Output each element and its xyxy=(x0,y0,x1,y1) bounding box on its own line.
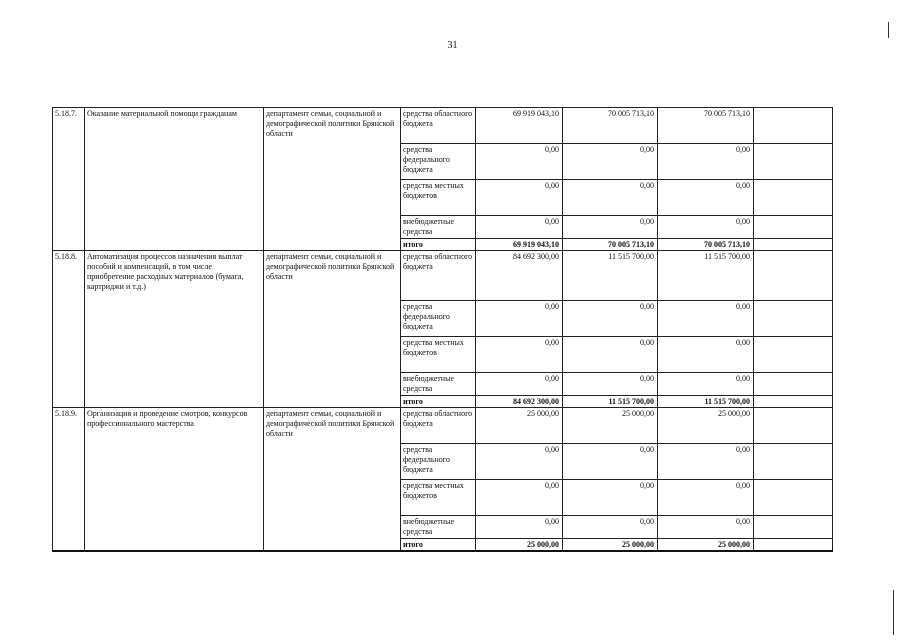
total-amount-cell: 84 692 300,00 xyxy=(476,396,563,408)
total-amount-cell: 25 000,00 xyxy=(476,539,563,552)
amount-cell: 69 919 043,10 xyxy=(476,108,563,144)
amount-cell: 25 000,00 xyxy=(476,408,563,444)
total-label-cell: итого xyxy=(401,396,476,408)
executor-cell: департамент семьи, социальной и демографической политики Брянской области xyxy=(264,108,401,251)
amount-cell: 0,00 xyxy=(563,480,658,516)
amount-cell: 0,00 xyxy=(476,373,563,396)
item-name-cell: Автоматизация процессов назначения выплат пособий и компенсаций, в том числе приобретение расходных материалов (бумага, картриджи и т.д.) xyxy=(85,251,264,408)
amount-cell: 25 000,00 xyxy=(563,408,658,444)
amount-cell: 0,00 xyxy=(563,216,658,239)
amount-cell: 0,00 xyxy=(658,216,754,239)
amount-cell: 0,00 xyxy=(563,337,658,373)
total-amount-cell: 25 000,00 xyxy=(658,539,754,552)
funding-source-cell: внебюджетные средства xyxy=(401,216,476,239)
amount-cell: 70 005 713,10 xyxy=(563,108,658,144)
total-amount-cell: 70 005 713,10 xyxy=(563,239,658,251)
scan-edge-mark-bottom xyxy=(893,590,894,635)
table-row xyxy=(53,251,833,301)
funding-source-cell: средства областного бюджета xyxy=(401,251,476,301)
scan-edge-mark-top xyxy=(888,22,889,38)
amount-cell: 84 692 300,00 xyxy=(476,251,563,301)
funding-source-cell: средства областного бюджета xyxy=(401,408,476,444)
empty-cell xyxy=(754,144,833,180)
empty-cell xyxy=(754,216,833,239)
funding-source-cell: средства федерального бюджета xyxy=(401,144,476,180)
item-name-cell: Организация и проведение смотров, конкурсов профессионального мастерства xyxy=(85,408,264,552)
amount-cell: 0,00 xyxy=(563,373,658,396)
item-code-cell: 5.18.8. xyxy=(53,251,85,408)
funding-source-cell: средства местных бюджетов xyxy=(401,337,476,373)
amount-cell: 0,00 xyxy=(658,373,754,396)
funding-source-cell: средства местных бюджетов xyxy=(401,480,476,516)
item-code-cell: 5.18.7. xyxy=(53,108,85,251)
amount-cell: 0,00 xyxy=(658,180,754,216)
total-amount-cell: 69 919 043,10 xyxy=(476,239,563,251)
amount-cell: 0,00 xyxy=(658,444,754,480)
amount-cell: 0,00 xyxy=(476,180,563,216)
empty-cell xyxy=(754,337,833,373)
table-row xyxy=(53,108,833,144)
amount-cell: 0,00 xyxy=(658,301,754,337)
empty-cell xyxy=(754,408,833,444)
empty-cell xyxy=(754,108,833,144)
executor-cell: департамент семьи, социальной и демографической политики Брянской области xyxy=(264,408,401,552)
amount-cell: 0,00 xyxy=(658,516,754,539)
total-amount-cell: 70 005 713,10 xyxy=(658,239,754,251)
total-label-cell: итого xyxy=(401,539,476,552)
total-amount-cell: 11 515 700,00 xyxy=(563,396,658,408)
empty-cell xyxy=(754,373,833,396)
funding-source-cell: внебюджетные средства xyxy=(401,373,476,396)
empty-cell xyxy=(754,516,833,539)
funding-source-cell: внебюджетные средства xyxy=(401,516,476,539)
funding-source-cell: средства местных бюджетов xyxy=(401,180,476,216)
amount-cell: 25 000,00 xyxy=(658,408,754,444)
empty-cell xyxy=(754,239,833,251)
empty-cell xyxy=(754,251,833,301)
funding-source-cell: средства федерального бюджета xyxy=(401,444,476,480)
amount-cell: 0,00 xyxy=(658,144,754,180)
budget-table-wrapper xyxy=(52,107,833,552)
amount-cell: 0,00 xyxy=(563,444,658,480)
table-row xyxy=(53,408,833,444)
amount-cell: 0,00 xyxy=(476,444,563,480)
amount-cell: 0,00 xyxy=(476,144,563,180)
funding-source-cell: средства областного бюджета xyxy=(401,108,476,144)
empty-cell xyxy=(754,444,833,480)
empty-cell xyxy=(754,480,833,516)
table-body xyxy=(53,108,833,552)
amount-cell: 70 005 713,10 xyxy=(658,108,754,144)
empty-cell xyxy=(754,539,833,552)
amount-cell: 0,00 xyxy=(476,337,563,373)
empty-cell xyxy=(754,301,833,337)
funding-source-cell: средства федерального бюджета xyxy=(401,301,476,337)
amount-cell: 0,00 xyxy=(563,301,658,337)
amount-cell: 0,00 xyxy=(658,337,754,373)
budget-table xyxy=(52,107,833,552)
page-number: 31 xyxy=(447,40,458,51)
empty-cell xyxy=(754,180,833,216)
item-name-cell: Оказание материальной помощи гражданам xyxy=(85,108,264,251)
executor-cell: департамент семьи, социальной и демографической политики Брянской области xyxy=(264,251,401,408)
amount-cell: 0,00 xyxy=(563,180,658,216)
amount-cell: 0,00 xyxy=(658,480,754,516)
empty-cell xyxy=(754,396,833,408)
total-label-cell: итого xyxy=(401,239,476,251)
total-amount-cell: 25 000,00 xyxy=(563,539,658,552)
amount-cell: 0,00 xyxy=(563,144,658,180)
amount-cell: 0,00 xyxy=(476,301,563,337)
amount-cell: 0,00 xyxy=(476,216,563,239)
amount-cell: 0,00 xyxy=(476,480,563,516)
item-code-cell: 5.18.9. xyxy=(53,408,85,552)
amount-cell: 11 515 700,00 xyxy=(658,251,754,301)
amount-cell: 0,00 xyxy=(563,516,658,539)
total-amount-cell: 11 515 700,00 xyxy=(658,396,754,408)
amount-cell: 11 515 700,00 xyxy=(563,251,658,301)
amount-cell: 0,00 xyxy=(476,516,563,539)
